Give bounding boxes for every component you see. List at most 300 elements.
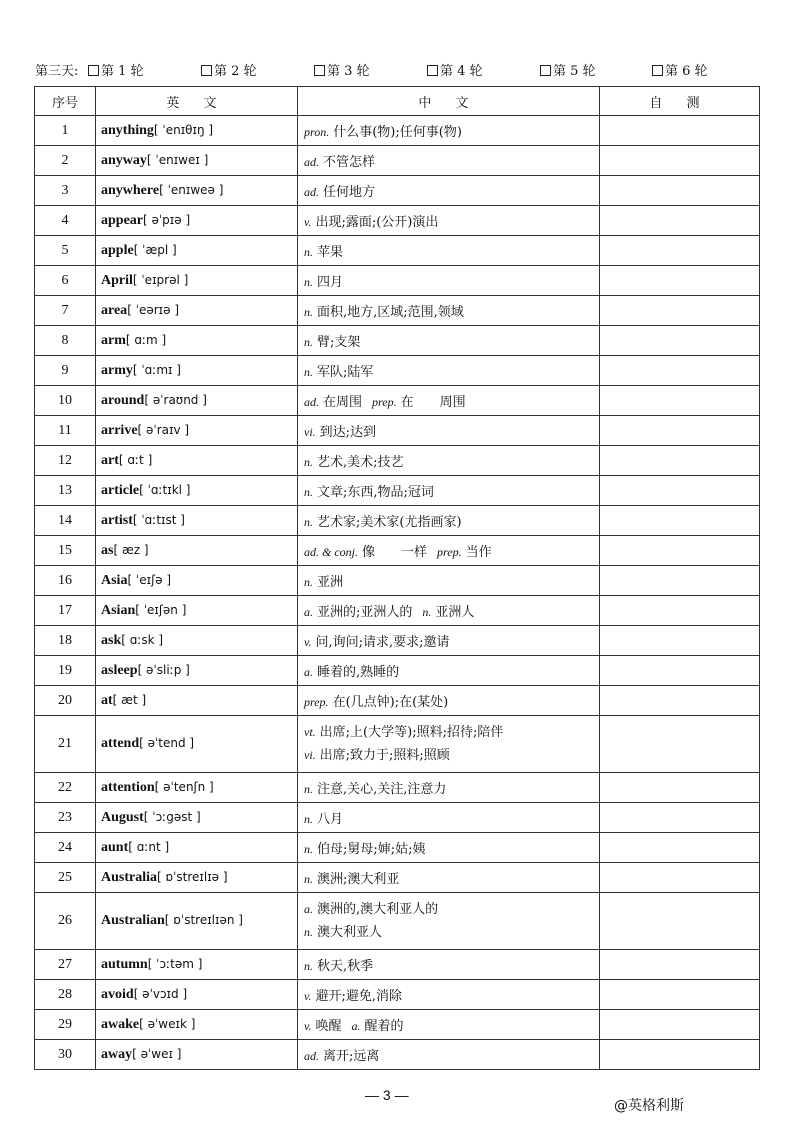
phonetic-transcription: [ əˈweɪk ] bbox=[139, 1016, 196, 1031]
english-word-cell bbox=[96, 416, 298, 446]
table-row bbox=[35, 176, 760, 206]
row-number: 29 bbox=[35, 1010, 96, 1040]
meaning-segment bbox=[304, 485, 434, 500]
self-test-cell[interactable] bbox=[600, 950, 760, 980]
phonetic-transcription: [ əˈraʊnd ] bbox=[144, 392, 207, 407]
part-of-speech: ad. bbox=[304, 185, 319, 199]
table-row bbox=[35, 416, 760, 446]
part-of-speech: a. bbox=[304, 902, 313, 916]
table-row bbox=[35, 446, 760, 476]
phonetic-transcription: [ ˈɑːtɪst ] bbox=[132, 512, 185, 527]
meaning-text: 臂;支架 bbox=[317, 335, 361, 350]
checkbox-icon bbox=[652, 65, 663, 76]
meaning-segment bbox=[372, 395, 466, 410]
table-row bbox=[35, 386, 760, 416]
english-word: art bbox=[101, 452, 119, 468]
english-word-cell bbox=[96, 596, 298, 626]
table-row bbox=[35, 950, 760, 980]
meaning-text: 在 周围 bbox=[400, 395, 466, 410]
chinese-meaning-cell bbox=[298, 626, 600, 656]
english-word-cell bbox=[96, 863, 298, 893]
chinese-meaning-cell bbox=[298, 893, 600, 950]
meaning-segment bbox=[304, 365, 373, 380]
self-test-cell[interactable] bbox=[600, 596, 760, 626]
chinese-meaning-cell bbox=[298, 656, 600, 686]
checkbox-icon bbox=[201, 65, 212, 76]
english-word: anyway bbox=[101, 152, 147, 168]
row-number: 19 bbox=[35, 656, 96, 686]
part-of-speech: ad. bbox=[304, 155, 319, 169]
english-word-cell bbox=[96, 506, 298, 536]
english-word-cell bbox=[96, 1010, 298, 1040]
part-of-speech: n. bbox=[422, 605, 432, 619]
english-word: asleep bbox=[101, 662, 138, 678]
english-word-cell bbox=[96, 176, 298, 206]
row-number: 23 bbox=[35, 803, 96, 833]
meaning-segment bbox=[304, 245, 343, 260]
english-word: attend bbox=[101, 736, 140, 751]
table-row bbox=[35, 476, 760, 506]
part-of-speech: prep. bbox=[437, 545, 462, 559]
meaning-text: 苹果 bbox=[317, 245, 344, 260]
self-test-cell[interactable] bbox=[600, 416, 760, 446]
chinese-meaning-cell bbox=[298, 296, 600, 326]
chinese-meaning-cell bbox=[298, 950, 600, 980]
table-row bbox=[35, 686, 760, 716]
self-test-cell[interactable] bbox=[600, 446, 760, 476]
meaning-text: 不管怎样 bbox=[323, 155, 376, 170]
self-test-cell[interactable] bbox=[600, 116, 760, 146]
meaning-text: 澳洲的,澳大利亚人的 bbox=[317, 902, 439, 917]
chinese-meaning-cell bbox=[298, 386, 600, 416]
table-row bbox=[35, 1040, 760, 1070]
chinese-meaning-cell bbox=[298, 773, 600, 803]
table-row bbox=[35, 893, 760, 950]
chinese-meaning-cell bbox=[298, 1010, 600, 1040]
phonetic-transcription: [ ˈɔːgəst ] bbox=[143, 809, 201, 824]
meaning-text: 出现;露面;(公开)演出 bbox=[315, 215, 439, 230]
english-word: article bbox=[101, 482, 140, 498]
table-row bbox=[35, 980, 760, 1010]
meaning-text: 澳洲;澳大利亚 bbox=[317, 872, 400, 887]
table-header-row bbox=[35, 87, 760, 116]
meaning-segment bbox=[304, 635, 449, 650]
phonetic-transcription: [ ɑːnt ] bbox=[128, 839, 170, 854]
english-word: April bbox=[101, 272, 133, 288]
meaning-segment bbox=[304, 455, 404, 470]
phonetic-transcription: [ ˈɑːmɪ ] bbox=[132, 362, 181, 377]
table-row bbox=[35, 863, 760, 893]
part-of-speech: a. bbox=[304, 605, 313, 619]
column-header-number: 序号 bbox=[35, 87, 96, 116]
meaning-segment bbox=[304, 395, 362, 410]
chinese-meaning-cell bbox=[298, 326, 600, 356]
english-word-cell bbox=[96, 296, 298, 326]
part-of-speech: vi. bbox=[304, 748, 316, 762]
english-word-cell bbox=[96, 686, 298, 716]
meaning-text: 什么事(物);任何事(物) bbox=[333, 125, 462, 140]
row-number: 9 bbox=[35, 356, 96, 386]
phonetic-transcription: [ ˈɔːtəm ] bbox=[147, 956, 203, 971]
self-test-cell[interactable] bbox=[600, 566, 760, 596]
english-word-cell bbox=[96, 833, 298, 863]
meaning-segment bbox=[304, 425, 376, 440]
meaning-text: 面积,地方,区域;范围,领域 bbox=[317, 305, 464, 320]
chinese-meaning-cell bbox=[298, 146, 600, 176]
part-of-speech: a. bbox=[304, 665, 313, 679]
phonetic-transcription: [ ˈɑːtɪkl ] bbox=[139, 482, 191, 497]
english-word-cell bbox=[96, 980, 298, 1010]
part-of-speech: prep. bbox=[304, 695, 329, 709]
round-checkbox-2[interactable]: 第 2 轮 bbox=[201, 62, 257, 82]
english-word: Australian bbox=[101, 913, 165, 928]
table-row bbox=[35, 506, 760, 536]
self-test-cell[interactable] bbox=[600, 266, 760, 296]
part-of-speech: vi. bbox=[304, 425, 316, 439]
table-row bbox=[35, 626, 760, 656]
self-test-cell[interactable] bbox=[600, 476, 760, 506]
english-word-cell bbox=[96, 236, 298, 266]
phonetic-transcription: [ ɒˈstreɪlɪən ] bbox=[164, 913, 243, 927]
self-test-cell[interactable] bbox=[600, 626, 760, 656]
english-word-cell bbox=[96, 566, 298, 596]
meaning-text: 在(几点钟);在(某处) bbox=[332, 695, 449, 710]
phonetic-transcription: [ ɑːt ] bbox=[118, 452, 153, 467]
english-word: away bbox=[101, 1046, 133, 1062]
meaning-text: 唤醒 bbox=[315, 1019, 342, 1034]
vocabulary-table-body bbox=[35, 116, 760, 1070]
meaning-text: 问,询问;请求,要求;邀请 bbox=[315, 635, 450, 650]
english-word: avoid bbox=[101, 986, 134, 1002]
row-number: 3 bbox=[35, 176, 96, 206]
meaning-text: 避开;避免,消除 bbox=[315, 989, 402, 1004]
meaning-text: 注意,关心,关注,注意力 bbox=[317, 782, 447, 797]
self-test-cell[interactable] bbox=[600, 146, 760, 176]
part-of-speech: v. bbox=[304, 989, 312, 1003]
row-number: 14 bbox=[35, 506, 96, 536]
row-number: 25 bbox=[35, 863, 96, 893]
chinese-meaning-cell bbox=[298, 236, 600, 266]
meaning-text: 出席;致力于;照料;照顾 bbox=[319, 748, 450, 763]
row-number: 5 bbox=[35, 236, 96, 266]
meaning-text: 秋天,秋季 bbox=[317, 959, 374, 974]
part-of-speech: n. bbox=[304, 515, 313, 529]
study-rounds-header bbox=[35, 62, 755, 82]
row-number: 11 bbox=[35, 416, 96, 446]
meaning-text: 四月 bbox=[317, 275, 344, 290]
meaning-text: 出席;上(大学等);照料;招待;陪伴 bbox=[319, 725, 504, 740]
table-row bbox=[35, 656, 760, 686]
phonetic-transcription: [ əˈtend ] bbox=[139, 736, 195, 750]
phonetic-transcription: [ əˈraɪv ] bbox=[137, 422, 190, 437]
self-test-cell[interactable] bbox=[600, 1040, 760, 1070]
meaning-segment bbox=[304, 989, 402, 1004]
round-checkbox-3[interactable]: 第 3 轮 bbox=[314, 62, 370, 82]
phonetic-transcription: [ ɒˈstreɪlɪə ] bbox=[157, 869, 228, 884]
row-number: 13 bbox=[35, 476, 96, 506]
phonetic-transcription: [ ɑːsk ] bbox=[121, 632, 164, 647]
part-of-speech: n. bbox=[304, 365, 313, 379]
self-test-cell[interactable] bbox=[600, 536, 760, 566]
self-test-cell[interactable] bbox=[600, 863, 760, 893]
english-word: appear bbox=[101, 212, 143, 228]
meaning-segment bbox=[304, 872, 399, 887]
english-word-cell bbox=[96, 626, 298, 656]
meaning-segment bbox=[304, 275, 343, 290]
page-number: — 3 — bbox=[365, 1087, 409, 1103]
meaning-segment bbox=[304, 335, 360, 350]
english-word-cell bbox=[96, 446, 298, 476]
phonetic-transcription: [ ˈeɪʃən ] bbox=[135, 602, 187, 617]
table-row bbox=[35, 236, 760, 266]
meaning-text: 离开;远离 bbox=[323, 1049, 380, 1064]
meaning-segment bbox=[304, 545, 427, 560]
chinese-meaning-cell bbox=[298, 536, 600, 566]
phonetic-transcription: [ ˈenɪθɪŋ ] bbox=[153, 122, 214, 137]
english-word: around bbox=[101, 392, 145, 408]
table-row bbox=[35, 596, 760, 626]
checkbox-icon bbox=[88, 65, 99, 76]
table-row bbox=[35, 266, 760, 296]
chinese-meaning-cell bbox=[298, 356, 600, 386]
phonetic-transcription: [ əˈsliːp ] bbox=[137, 662, 190, 677]
meaning-text: 澳大利亚人 bbox=[317, 925, 383, 940]
part-of-speech: a. bbox=[351, 1019, 361, 1033]
chinese-meaning-cell bbox=[298, 1040, 600, 1070]
self-test-cell[interactable] bbox=[600, 716, 760, 773]
row-number: 8 bbox=[35, 326, 96, 356]
meaning-text: 任何地方 bbox=[323, 185, 376, 200]
english-word-cell bbox=[96, 386, 298, 416]
round-checkbox-1[interactable]: 第 1 轮 bbox=[88, 62, 144, 82]
phonetic-transcription: [ æt ] bbox=[112, 692, 147, 707]
english-word-cell bbox=[96, 356, 298, 386]
meaning-text: 艺术,美术;技艺 bbox=[317, 455, 404, 470]
row-number: 30 bbox=[35, 1040, 96, 1070]
table-row bbox=[35, 803, 760, 833]
meaning-text: 亚洲的;亚洲人的 bbox=[317, 605, 413, 620]
english-word-cell bbox=[96, 1040, 298, 1070]
row-number: 26 bbox=[35, 893, 96, 950]
checkbox-icon bbox=[314, 65, 325, 76]
english-word: at bbox=[101, 692, 113, 708]
column-header-chinese: 中 文 bbox=[298, 87, 600, 116]
part-of-speech: ad. bbox=[304, 395, 319, 409]
part-of-speech: n. bbox=[304, 455, 313, 469]
part-of-speech: n. bbox=[304, 842, 313, 856]
part-of-speech: n. bbox=[304, 275, 313, 289]
phonetic-transcription: [ ˈenɪweɪ ] bbox=[146, 152, 209, 167]
part-of-speech: n. bbox=[304, 925, 313, 939]
part-of-speech: n. bbox=[304, 335, 313, 349]
meaning-segment bbox=[304, 812, 343, 827]
meaning-text: 在周围 bbox=[323, 395, 363, 410]
english-word: attention bbox=[101, 779, 155, 795]
meaning-text: 文章;东西,物品;冠词 bbox=[317, 485, 434, 500]
row-number: 28 bbox=[35, 980, 96, 1010]
chinese-meaning-cell bbox=[298, 863, 600, 893]
meaning-segment bbox=[304, 125, 462, 140]
table-row bbox=[35, 773, 760, 803]
english-word: arm bbox=[101, 332, 126, 348]
chinese-meaning-cell bbox=[298, 116, 600, 146]
meaning-text: 亚洲 bbox=[317, 575, 344, 590]
part-of-speech: n. bbox=[304, 485, 313, 499]
part-of-speech: ad. & conj. bbox=[304, 545, 358, 559]
chinese-meaning-cell bbox=[298, 566, 600, 596]
english-word-cell bbox=[96, 116, 298, 146]
part-of-speech: v. bbox=[304, 1019, 312, 1033]
meaning-segment bbox=[304, 782, 446, 797]
row-number: 2 bbox=[35, 146, 96, 176]
self-test-cell[interactable] bbox=[600, 833, 760, 863]
english-word-cell bbox=[96, 803, 298, 833]
english-word: area bbox=[101, 302, 128, 318]
chinese-meaning-cell bbox=[298, 446, 600, 476]
self-test-cell[interactable] bbox=[600, 506, 760, 536]
english-word: ask bbox=[101, 632, 122, 648]
row-number: 1 bbox=[35, 116, 96, 146]
part-of-speech: v. bbox=[304, 635, 312, 649]
self-test-cell[interactable] bbox=[600, 773, 760, 803]
meaning-text: 当作 bbox=[465, 545, 492, 560]
table-row bbox=[35, 356, 760, 386]
self-test-cell[interactable] bbox=[600, 206, 760, 236]
meaning-segment bbox=[304, 185, 375, 200]
table-row bbox=[35, 833, 760, 863]
table-row bbox=[35, 716, 760, 773]
english-word: anything bbox=[101, 122, 154, 138]
part-of-speech: pron. bbox=[304, 125, 330, 139]
part-of-speech: n. bbox=[304, 305, 313, 319]
english-word: Asia bbox=[101, 572, 128, 588]
self-test-cell[interactable] bbox=[600, 656, 760, 686]
meaning-segment bbox=[304, 665, 399, 680]
self-test-cell[interactable] bbox=[600, 176, 760, 206]
row-number: 20 bbox=[35, 686, 96, 716]
meaning-segment bbox=[304, 902, 438, 917]
self-test-cell[interactable] bbox=[600, 980, 760, 1010]
english-word-cell bbox=[96, 206, 298, 236]
meaning-segment bbox=[304, 842, 426, 857]
part-of-speech: n. bbox=[304, 245, 313, 259]
self-test-cell[interactable] bbox=[600, 326, 760, 356]
meaning-segment bbox=[304, 1049, 379, 1064]
self-test-cell[interactable] bbox=[600, 686, 760, 716]
english-word: Australia bbox=[101, 869, 157, 885]
meaning-text: 艺术家;美术家(尤指画家) bbox=[317, 515, 462, 530]
english-word: army bbox=[101, 362, 133, 378]
meaning-segment bbox=[304, 695, 448, 710]
meaning-text: 八月 bbox=[317, 812, 344, 827]
part-of-speech: n. bbox=[304, 812, 313, 826]
meaning-text: 伯母;舅母;婶;姑;姨 bbox=[317, 842, 426, 857]
english-word: awake bbox=[101, 1016, 140, 1032]
english-word: arrive bbox=[101, 422, 138, 438]
row-number: 22 bbox=[35, 773, 96, 803]
english-word: apple bbox=[101, 242, 134, 258]
meaning-segment bbox=[304, 155, 375, 170]
meaning-segment bbox=[304, 305, 464, 320]
meaning-text: 到达;达到 bbox=[319, 425, 377, 440]
meaning-text: 睡着的,熟睡的 bbox=[317, 665, 400, 680]
english-word-cell bbox=[96, 773, 298, 803]
part-of-speech: v. bbox=[304, 215, 312, 229]
chinese-meaning-cell bbox=[298, 686, 600, 716]
self-test-cell[interactable] bbox=[600, 803, 760, 833]
row-number: 27 bbox=[35, 950, 96, 980]
meaning-text: 醒着的 bbox=[364, 1019, 404, 1034]
meaning-segment bbox=[422, 605, 474, 620]
table-row bbox=[35, 116, 760, 146]
phonetic-transcription: [ æz ] bbox=[113, 542, 149, 557]
row-number: 16 bbox=[35, 566, 96, 596]
meaning-segment bbox=[304, 959, 373, 974]
english-word: Asian bbox=[101, 602, 136, 618]
phonetic-transcription: [ ˈenɪweə ] bbox=[159, 182, 224, 197]
self-test-cell[interactable] bbox=[600, 893, 760, 950]
meaning-segment bbox=[304, 725, 503, 740]
self-test-cell[interactable] bbox=[600, 1010, 760, 1040]
phonetic-transcription: [ ɑːm ] bbox=[125, 332, 167, 347]
row-number: 12 bbox=[35, 446, 96, 476]
english-word-cell bbox=[96, 536, 298, 566]
round-checkbox-6[interactable]: 第 6 轮 bbox=[652, 62, 708, 82]
phonetic-transcription: [ ˈeərɪə ] bbox=[127, 302, 180, 317]
meaning-text: 亚洲人 bbox=[435, 605, 475, 620]
table-row bbox=[35, 326, 760, 356]
phonetic-transcription: [ əˈweɪ ] bbox=[132, 1046, 182, 1061]
chinese-meaning-cell bbox=[298, 476, 600, 506]
english-word: aunt bbox=[101, 839, 129, 855]
english-word: artist bbox=[101, 512, 133, 528]
part-of-speech: n. bbox=[304, 782, 313, 796]
english-word-cell bbox=[96, 950, 298, 980]
part-of-speech: ad. bbox=[304, 1049, 319, 1063]
meaning-segment bbox=[304, 215, 438, 230]
row-number: 7 bbox=[35, 296, 96, 326]
row-number: 10 bbox=[35, 386, 96, 416]
chinese-meaning-cell bbox=[298, 176, 600, 206]
table-row bbox=[35, 296, 760, 326]
watermark-text: @英格利斯 bbox=[614, 1098, 684, 1114]
round-checkbox-4[interactable]: 第 4 轮 bbox=[427, 62, 483, 82]
chinese-meaning-cell bbox=[298, 416, 600, 446]
row-number: 21 bbox=[35, 716, 96, 773]
meaning-segment bbox=[304, 1019, 341, 1034]
row-number: 17 bbox=[35, 596, 96, 626]
row-number: 15 bbox=[35, 536, 96, 566]
self-test-cell[interactable] bbox=[600, 386, 760, 416]
chinese-meaning-cell bbox=[298, 206, 600, 236]
row-number: 6 bbox=[35, 266, 96, 296]
self-test-cell[interactable] bbox=[600, 296, 760, 326]
english-word-cell bbox=[96, 146, 298, 176]
self-test-cell[interactable] bbox=[600, 236, 760, 266]
meaning-text: 军队;陆军 bbox=[317, 365, 374, 380]
chinese-meaning-cell bbox=[298, 833, 600, 863]
english-word-cell bbox=[96, 476, 298, 506]
part-of-speech: vt. bbox=[304, 725, 316, 739]
round-checkbox-5[interactable]: 第 5 轮 bbox=[540, 62, 596, 82]
meaning-segment bbox=[351, 1019, 403, 1034]
column-header-english: 英 文 bbox=[96, 87, 298, 116]
english-word: August bbox=[101, 809, 144, 825]
part-of-speech: n. bbox=[304, 959, 313, 973]
english-word: autumn bbox=[101, 956, 148, 972]
chinese-meaning-cell bbox=[298, 266, 600, 296]
self-test-cell[interactable] bbox=[600, 356, 760, 386]
